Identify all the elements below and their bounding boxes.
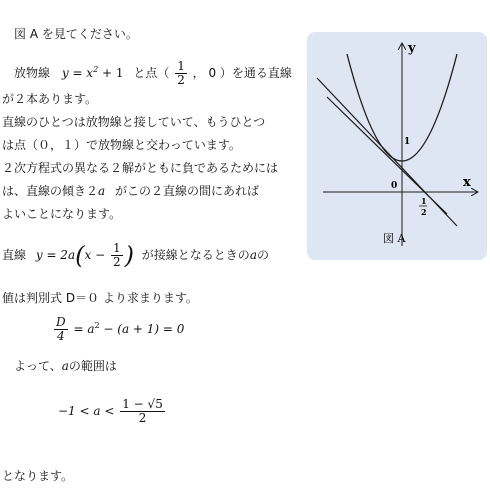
parabola-equation: $y = x^2 + 1$	[61, 65, 124, 80]
text-line-4: 直線のひとつは放物線と接していて、もうひとつ	[2, 115, 266, 129]
x-tick-den: 2	[421, 207, 427, 217]
y-axis-label: y	[408, 41, 416, 56]
text-line-2: 放物線 $y = x^2 + 1$ と点（ $\frac{1}{2}$ ， 0 ）を通る直線	[14, 59, 292, 87]
line-equation: y = 2a(x − $\frac{1}{2}$ )	[35, 241, 134, 270]
text-line-9: 直線 y = 2a(x − $\frac{1}{2}$ ) が接線となるときのaの	[2, 241, 269, 270]
discriminant-equation: $\frac{D}{4}$ = $a^2 - (a + 1) = 0$	[56, 315, 185, 343]
range-result: −1 < a < $\frac{1 - √5}{2}$	[58, 397, 163, 425]
origin-label: 0	[391, 181, 398, 191]
tangent-line	[327, 97, 447, 214]
text-line-12: よって、aの範囲は	[14, 359, 117, 373]
text-line-10: 値は判別式 D＝０ より求まります。	[2, 291, 198, 305]
x-tick-num: 1	[421, 196, 427, 206]
text-line-1: 図 A を見てください。	[14, 27, 138, 41]
text-line-5: は点（０，１）で放物線と交わっています。	[2, 138, 241, 152]
text-line-6: ２次方程式の異なる２解がともに負であるためには	[2, 161, 279, 175]
text-line-8: よいことになります。	[2, 207, 122, 221]
text-line-3: が２本あります。	[2, 92, 98, 106]
figure-caption: 図 A	[383, 232, 406, 245]
y-tick-label: 1	[404, 137, 411, 147]
x-axis-label: x	[463, 175, 471, 190]
fraction-half: $\frac{1}{2}$	[177, 59, 185, 87]
text-line-14: となります。	[2, 469, 74, 483]
figure-a-graph	[307, 32, 487, 260]
figure-a-card	[307, 32, 487, 260]
text-line-7: は、直線の傾き２a がこの２直線の間にあれば	[2, 184, 260, 198]
